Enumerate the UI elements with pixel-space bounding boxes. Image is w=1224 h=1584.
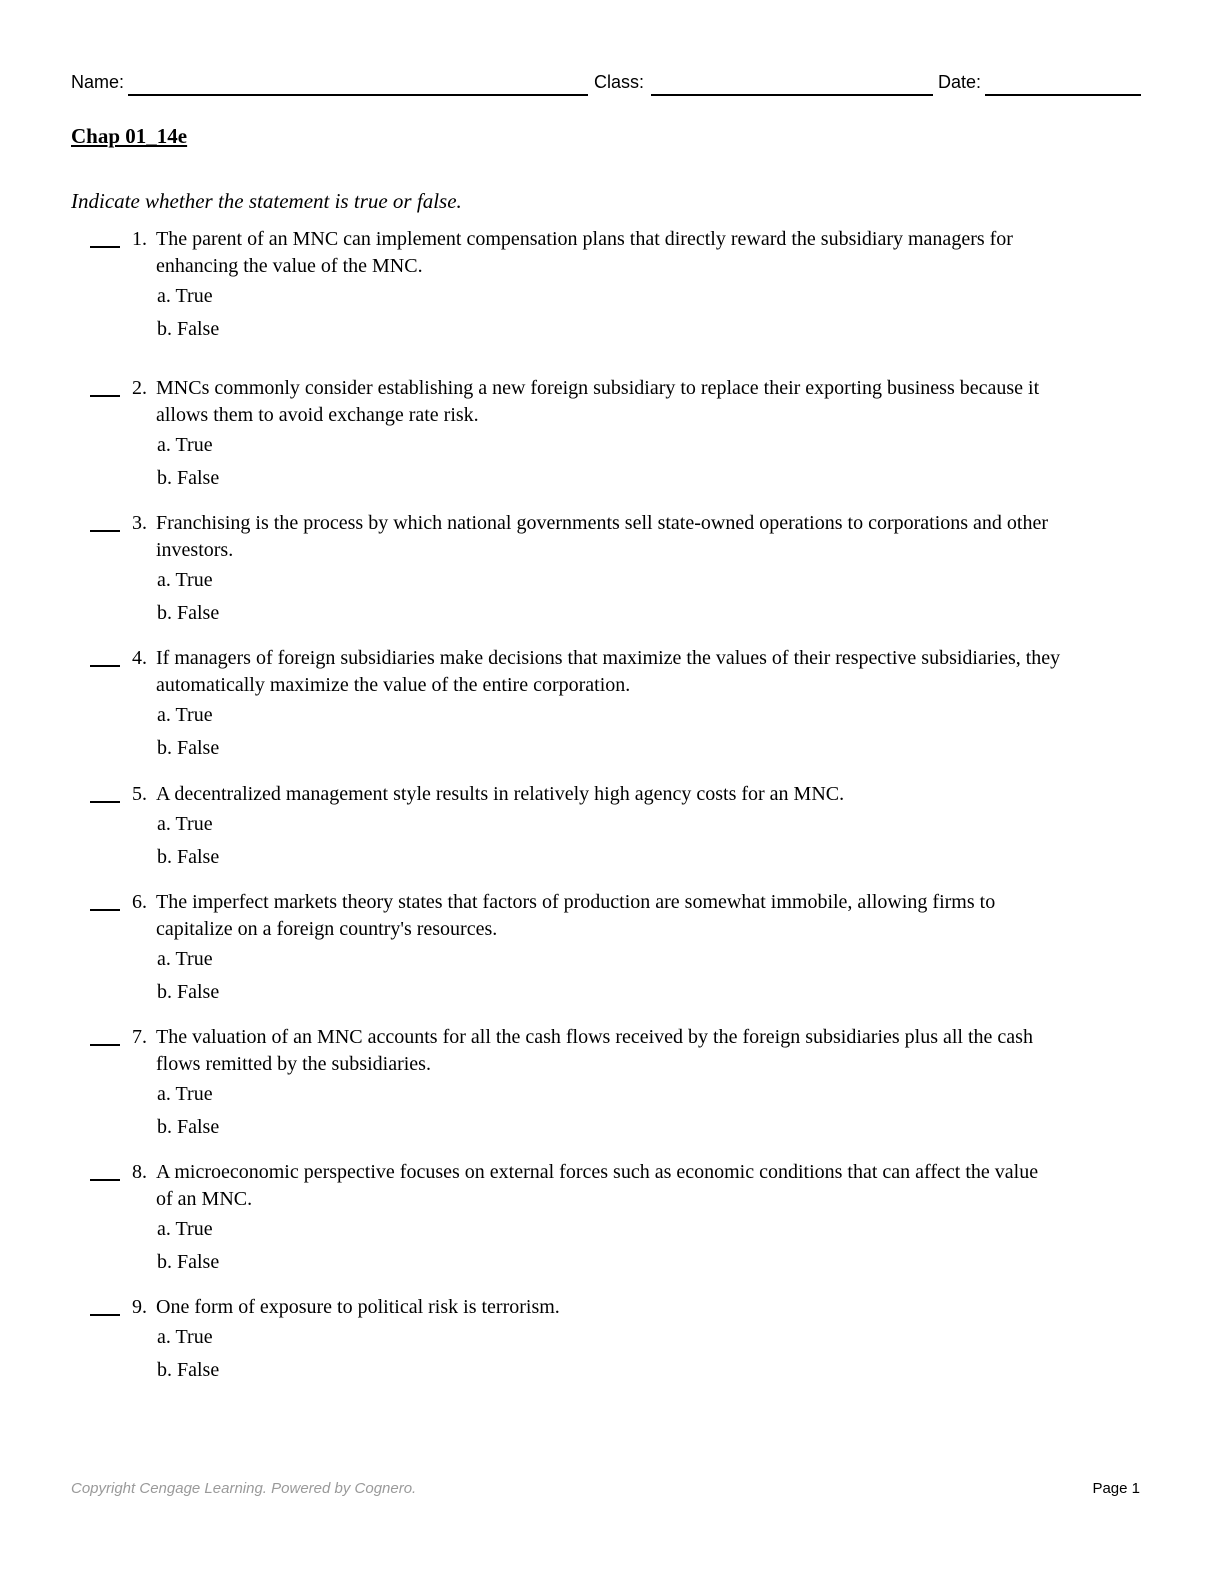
question-text-line2: capitalize on a foreign country's resources. — [156, 918, 498, 940]
question-number: 3. — [132, 512, 147, 534]
answer-blank[interactable] — [90, 1294, 120, 1316]
question-stem — [132, 1159, 1142, 1213]
question-number: 1. — [132, 228, 147, 250]
student-info-header — [71, 72, 1141, 98]
footer-copyright: Copyright Cengage Learning. Powered by Cognero. — [71, 1480, 417, 1497]
answer-blank[interactable] — [90, 645, 120, 667]
option-true[interactable]: a. True — [157, 1083, 213, 1105]
question-text-line2: enhancing the value of the MNC. — [156, 255, 423, 277]
answer-blank[interactable] — [90, 1159, 120, 1181]
option-false[interactable]: b. False — [157, 1251, 220, 1273]
question-number: 5. — [132, 783, 147, 805]
option-false[interactable]: b. False — [157, 602, 220, 624]
question-number: 7. — [132, 1026, 147, 1048]
class-blank-line — [651, 94, 933, 96]
question-stem — [132, 781, 1142, 808]
option-true[interactable]: a. True — [157, 285, 213, 307]
option-false[interactable]: b. False — [157, 318, 220, 340]
option-true[interactable]: a. True — [157, 1326, 213, 1348]
instructions: Indicate whether the statement is true or false. — [71, 189, 462, 213]
option-true[interactable]: a. True — [157, 813, 213, 835]
question-text-line1: A decentralized management style results in relatively high agency costs for an MNC. — [156, 783, 845, 805]
answer-blank[interactable] — [90, 1024, 120, 1046]
option-true[interactable]: a. True — [157, 569, 213, 591]
option-false[interactable]: b. False — [157, 981, 220, 1003]
question-number: 4. — [132, 647, 147, 669]
answer-blank[interactable] — [90, 375, 120, 397]
question-text-line1: The parent of an MNC can implement compensation plans that directly reward the subsidiary managers for — [156, 228, 1013, 250]
answer-blank[interactable] — [90, 510, 120, 532]
question-stem — [132, 1024, 1142, 1078]
option-false[interactable]: b. False — [157, 1359, 220, 1381]
question-text-line1: A microeconomic perspective focuses on external forces such as economic conditions that can affect the value — [156, 1161, 1039, 1183]
question-text-line2: flows remitted by the subsidiaries. — [156, 1053, 431, 1075]
question-text-line1: The valuation of an MNC accounts for all the cash flows received by the foreign subsidiaries plus all the cash — [156, 1026, 1033, 1048]
question-text-line2: investors. — [156, 539, 234, 561]
page-number: Page 1 — [1092, 1480, 1140, 1497]
question-number: 2. — [132, 377, 147, 399]
name-label: Name: — [71, 72, 125, 92]
option-false[interactable]: b. False — [157, 1116, 220, 1138]
question-stem — [132, 510, 1142, 564]
option-true[interactable]: a. True — [157, 704, 213, 726]
question-text-line1: Franchising is the process by which national governments sell state-owned operations to corporations and other — [156, 512, 1049, 534]
question-stem — [132, 889, 1142, 943]
question-number: 9. — [132, 1296, 147, 1318]
question-stem — [132, 226, 1142, 280]
answer-blank[interactable] — [90, 226, 120, 248]
question-stem — [132, 1294, 1142, 1321]
question-text-line2: allows them to avoid exchange rate risk. — [156, 404, 479, 426]
option-false[interactable]: b. False — [157, 467, 220, 489]
question-text-line2: automatically maximize the value of the entire corporation. — [156, 674, 631, 696]
option-true[interactable]: a. True — [157, 434, 213, 456]
answer-blank[interactable] — [90, 781, 120, 803]
question-number: 6. — [132, 891, 147, 913]
question-stem — [132, 375, 1142, 429]
question-number: 8. — [132, 1161, 147, 1183]
option-true[interactable]: a. True — [157, 1218, 213, 1240]
question-text-line1: If managers of foreign subsidiaries make decisions that maximize the values of their respective subsidiaries, they — [156, 647, 1061, 669]
date-label: Date: — [938, 72, 982, 92]
date-blank-line — [985, 94, 1141, 96]
option-true[interactable]: a. True — [157, 948, 213, 970]
question-text-line2: of an MNC. — [156, 1188, 253, 1210]
answer-blank[interactable] — [90, 889, 120, 911]
class-label: Class: — [594, 72, 645, 92]
option-false[interactable]: b. False — [157, 737, 220, 759]
option-false[interactable]: b. False — [157, 846, 220, 868]
question-text-line1: MNCs commonly consider establishing a new foreign subsidiary to replace their exporting business because it — [156, 377, 1040, 399]
page-title: Chap 01_14e — [71, 124, 188, 148]
question-stem — [132, 645, 1142, 699]
question-text-line1: The imperfect markets theory states that factors of production are somewhat immobile, allowing firms to — [156, 891, 996, 913]
question-text-line1: One form of exposure to political risk is terrorism. — [156, 1296, 560, 1318]
name-blank-line — [128, 94, 588, 96]
